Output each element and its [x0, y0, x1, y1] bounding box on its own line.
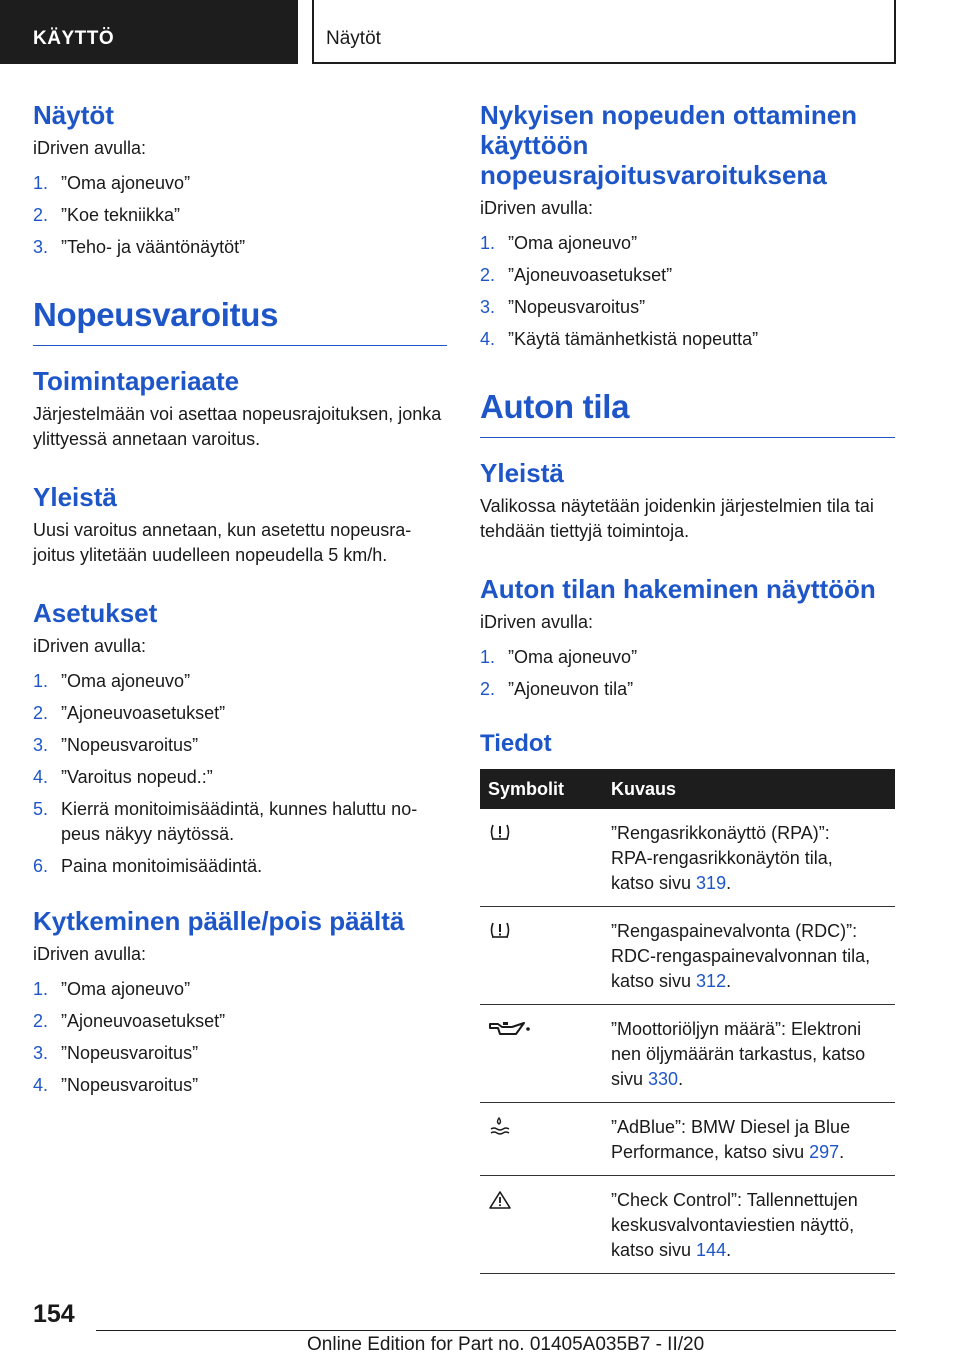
list-item: 2. ”Ajoneuvoasetukset”: [33, 1011, 226, 1031]
list-item: 4. ”Varoitus nopeud.:”: [33, 767, 213, 787]
page-header: [0, 0, 960, 66]
chapter-label: Näytöt: [326, 28, 381, 49]
tire-pressure-icon: [488, 921, 512, 946]
toggle-intro: iDriven avulla:: [33, 944, 147, 964]
principle-heading: Toimintaperiaate: [33, 366, 240, 396]
general-heading: Yleistä: [33, 482, 117, 512]
table-row: [480, 907, 895, 1005]
status-general-text: Valikossa näytetään joidenkin järjestelmien tila tai tehdään tiettyjä toimintoja.: [480, 496, 874, 541]
list-item: 3. ”Nopeusvaroitus”: [33, 1043, 199, 1063]
section-tab: [0, 0, 298, 64]
current-speed-steps: [480, 231, 895, 352]
general-text: Uusi varoitus annetaan, kun asetettu nopeusrajoitus ylitetään uudelleen nopeudella 5 km/h.: [33, 520, 412, 565]
warning-triangle-icon: [488, 1190, 512, 1217]
displays-steps: [33, 171, 447, 260]
page-link[interactable]: 312: [696, 971, 727, 991]
tire-pressure-icon: [488, 823, 512, 848]
table-row: [480, 1176, 895, 1274]
status-general-heading: Yleistä: [480, 458, 564, 488]
list-item: 4. ”Käytä tämänhetkistä nopeutta”: [480, 329, 759, 349]
status-display-heading: Auton tilan hakeminen näyttöön: [480, 574, 876, 604]
table-row: [480, 1103, 895, 1176]
list-item: 4. ”Nopeusvaroitus”: [33, 1075, 199, 1095]
section-label: KÄYTTÖ: [33, 28, 115, 49]
page-link[interactable]: 297: [809, 1142, 840, 1162]
footer-divider: [96, 1330, 896, 1331]
list-item: 1. ”Oma ajoneuvo”: [33, 173, 191, 193]
page-link[interactable]: 144: [696, 1240, 727, 1260]
status-display-steps: [480, 645, 895, 702]
list-item: 1. ”Oma ajoneuvo”: [480, 233, 638, 253]
page-number: 154: [33, 1300, 75, 1328]
table-row: [480, 809, 895, 907]
list-item: 3. ”Nopeusvaroitus”: [480, 297, 646, 317]
col-description: Kuvaus: [603, 769, 895, 809]
list-item: 2. ”Ajoneuvon tila”: [480, 679, 634, 699]
principle-text: Järjestelmään voi asettaa nopeusrajoituksen, jonka ylittyessä annetaan varoitus.: [33, 404, 442, 449]
list-item: 3. ”Nopeusvaroitus”: [33, 735, 199, 755]
left-column: [33, 100, 447, 1105]
status-display-intro: iDriven avulla:: [480, 612, 594, 632]
list-item: 2. ”Koe tekniikka”: [33, 205, 181, 225]
speed-warning-heading: Nopeusvaroitus: [33, 295, 447, 346]
list-item: 2. ”Ajoneuvoasetukset”: [33, 703, 226, 723]
vehicle-status-heading: Auton tila: [480, 387, 895, 438]
current-speed-heading: Nykyisen nopeuden ottaminen käyttöön nopeusrajoitusvaroituksena: [480, 100, 858, 190]
list-item: 1. ”Oma ajoneuvo”: [33, 979, 191, 999]
list-item: 6. Paina monitoimisäädintä.: [33, 856, 263, 876]
displays-intro: iDriven avulla:: [33, 138, 147, 158]
list-item: 5. Kierrä monitoimisäädintä, kunnes haluttu nopeus näkyy näytössä.: [33, 799, 418, 844]
chapter-tab: [312, 0, 896, 64]
info-table: [480, 769, 895, 1274]
row-description: ”Moottoriöljyn määrä”: Elektroni nen öljymäärän tarkastus, katso sivu 330.: [603, 1005, 895, 1103]
right-column: [480, 100, 895, 1274]
info-heading: Tiedot: [480, 730, 552, 757]
toggle-steps: [33, 977, 447, 1098]
table-row: [480, 1005, 895, 1103]
list-item: 3. ”Teho- ja vääntönäytöt”: [33, 237, 246, 257]
edition-text: Online Edition for Part no. 01405A035B7 - II/20: [307, 1334, 705, 1355]
displays-heading: Näytöt: [33, 100, 114, 130]
page-link[interactable]: 319: [696, 873, 727, 893]
list-item: 1. ”Oma ajoneuvo”: [33, 671, 191, 691]
current-speed-intro: iDriven avulla:: [480, 198, 594, 218]
row-description: ”Check Control”: Tallennettujen keskusvalvontaviestien näyttö, katso sivu 144.: [603, 1176, 895, 1274]
table-header-row: [480, 769, 895, 809]
row-description: ”Rengasrikkonäyttö (RPA)”: RPA-rengasrikkonäytön tila, katso sivu 319.: [603, 809, 895, 907]
row-description: ”Rengaspainevalvonta (RDC)”: RDC-rengaspainevalvonnan tila, katso sivu 312.: [603, 907, 895, 1005]
oil-can-icon: [488, 1019, 532, 1044]
settings-heading: Asetukset: [33, 598, 158, 628]
row-description: ”AdBlue”: BMW Diesel ja Blue Performance, katso sivu 297.: [603, 1103, 895, 1176]
col-symbols: Symbolit: [480, 769, 603, 809]
settings-intro: iDriven avulla:: [33, 636, 147, 656]
list-item: 1. ”Oma ajoneuvo”: [480, 647, 638, 667]
toggle-heading: Kytkeminen päälle/pois päältä: [33, 906, 405, 936]
list-item: 2. ”Ajoneuvoasetukset”: [480, 265, 673, 285]
page-link[interactable]: 330: [648, 1069, 679, 1089]
adblue-icon: [488, 1117, 510, 1142]
settings-steps: [33, 669, 447, 879]
